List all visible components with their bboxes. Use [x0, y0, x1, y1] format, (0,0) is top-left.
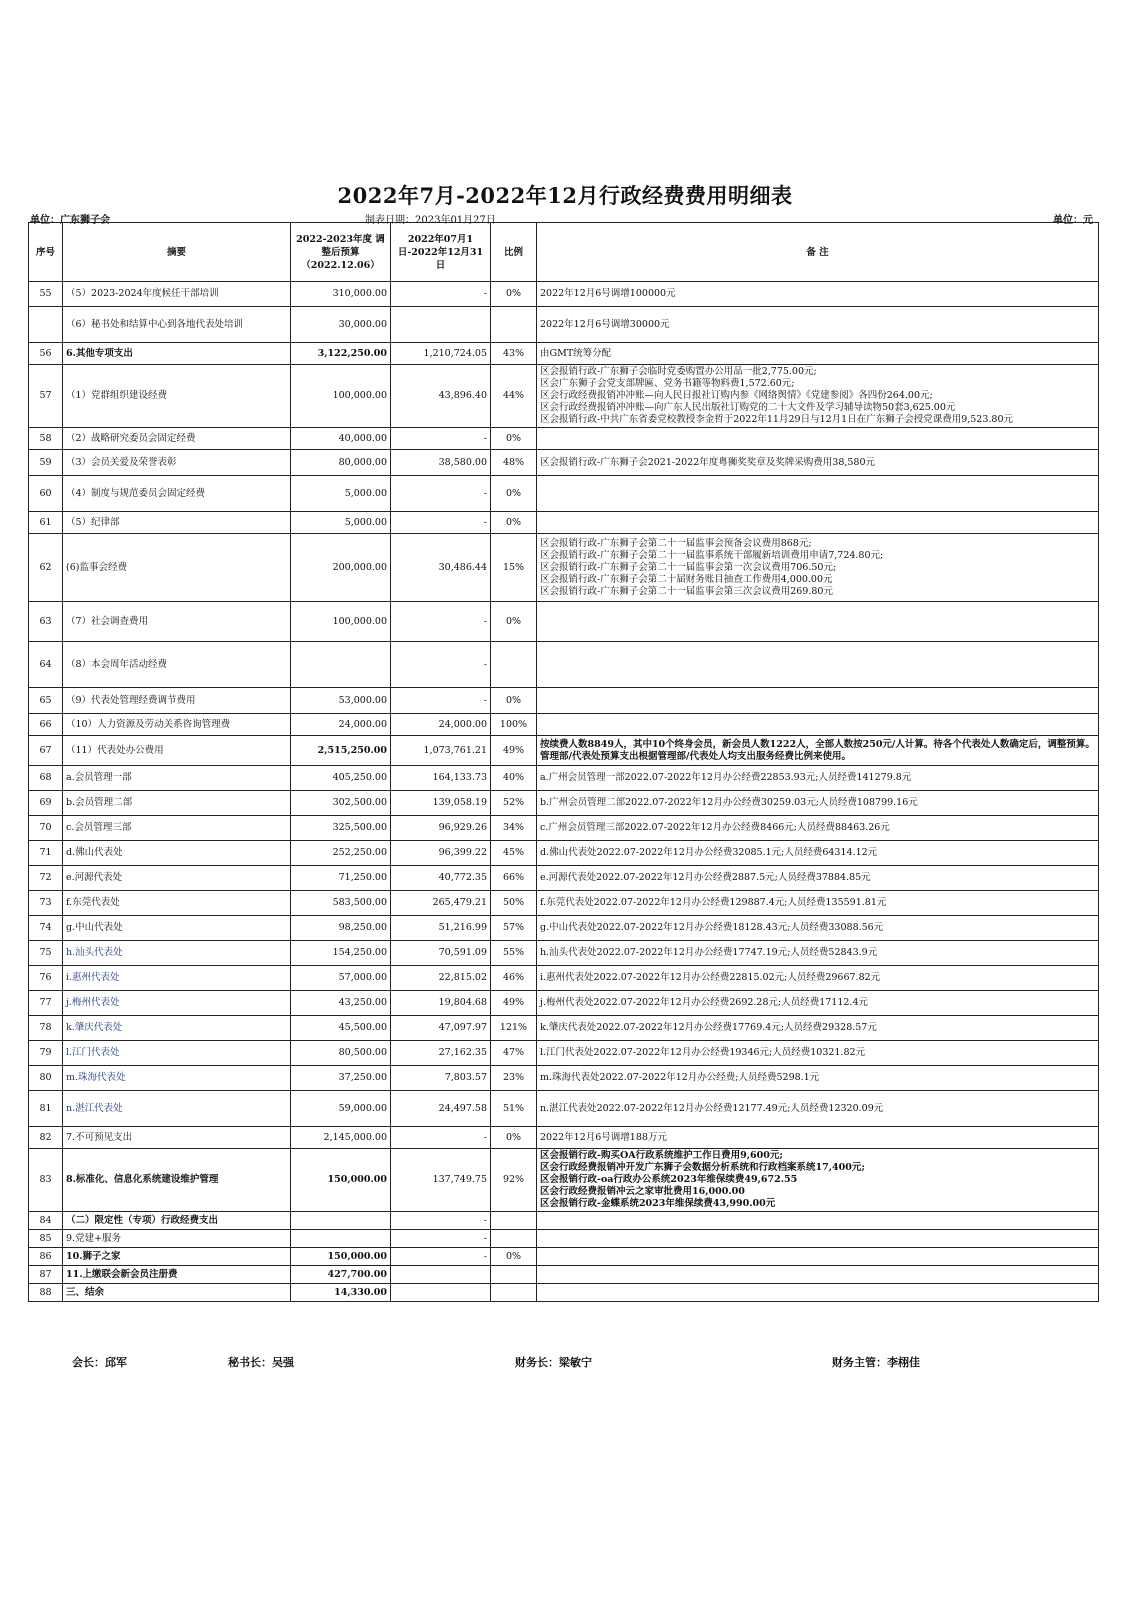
table-row: [29, 916, 1099, 941]
row-number-cell: 67: [29, 736, 63, 766]
note-cell: [537, 1266, 1099, 1284]
row-number-cell: 77: [29, 991, 63, 1016]
row-number-cell: 88: [29, 1284, 63, 1302]
row-number-cell: 70: [29, 816, 63, 841]
note-line: 区会行政经费报销冲冲账—向人民日报社订购内参《网络舆情》《党建参阅》各四份264.00元;: [540, 390, 933, 401]
row-number-cell: 61: [29, 512, 63, 534]
table-row: [29, 1248, 1099, 1266]
header-summary: 摘要: [63, 223, 291, 282]
ratio-cell: 0%: [491, 1248, 537, 1266]
table-row: [29, 450, 1099, 476]
note-line: 区会报销行政-购买OA行政系统维护工作日费用9,600元;: [540, 1150, 783, 1161]
budget-cell: 325,500.00: [291, 816, 391, 841]
spent-cell: 265,479.21: [391, 891, 491, 916]
row-number-cell: 57: [29, 365, 63, 428]
row-number-cell: 80: [29, 1066, 63, 1091]
spent-cell: 96,929.26: [391, 816, 491, 841]
summary-cell: h.汕头代表处: [63, 941, 291, 966]
currency-unit-label: 单位：元: [1053, 215, 1093, 226]
note-line: l.江门代表处2022.07-2022年12月办公经费19346元;人员经费10321.82元: [540, 1047, 866, 1058]
budget-cell: [291, 1212, 391, 1230]
budget-cell: 302,500.00: [291, 791, 391, 816]
note-line: 区会广东狮子会党支部牌匾、党务书籍等物料费1,572.60元;: [540, 378, 795, 389]
summary-cell: （4）制度与规范委员会固定经费: [63, 476, 291, 512]
ratio-cell: [491, 642, 537, 688]
budget-cell: 154,250.00: [291, 941, 391, 966]
header-ratio: 比例: [491, 223, 537, 282]
budget-cell: 71,250.00: [291, 866, 391, 891]
budget-cell: 2,145,000.00: [291, 1127, 391, 1149]
summary-cell: d.佛山代表处: [63, 841, 291, 866]
summary-cell: 三、结余: [63, 1284, 291, 1302]
budget-cell: 53,000.00: [291, 688, 391, 714]
note-line: b.广州会员管理二部2022.07-2022年12月办公经费30259.03元;人员经费108799.16元: [540, 797, 918, 808]
budget-cell: 80,000.00: [291, 450, 391, 476]
note-cell: [537, 365, 1099, 428]
spent-cell: 139,058.19: [391, 791, 491, 816]
note-line: i.惠州代表处2022.07-2022年12月办公经费22815.02元;人员经费29667.82元: [540, 972, 881, 983]
budget-cell: 30,000.00: [291, 307, 391, 343]
report-date: 制表日期：2023年01月27日: [365, 215, 496, 226]
spent-cell: 27,162.35: [391, 1041, 491, 1066]
note-line: 区会行政经费报销冲云之家审批费用16,000.00: [540, 1186, 745, 1197]
note-cell: [537, 1041, 1099, 1066]
note-cell: [537, 991, 1099, 1016]
ratio-cell: 43%: [491, 343, 537, 365]
table-row: [29, 1266, 1099, 1284]
spent-cell: -: [391, 428, 491, 450]
table-row: [29, 1066, 1099, 1091]
table-row: [29, 343, 1099, 365]
summary-cell: 6.其他专项支出: [63, 343, 291, 365]
note-line: 区会报销行政-广东狮子会临时党委购置办公用品一批2,775.00元;: [540, 366, 817, 377]
budget-cell: 43,250.00: [291, 991, 391, 1016]
table-row: [29, 714, 1099, 736]
summary-cell: （9）代表处管理经费调节费用: [63, 688, 291, 714]
spent-cell: 1,210,724.05: [391, 343, 491, 365]
row-number-cell: 78: [29, 1016, 63, 1041]
table-row: [29, 1016, 1099, 1041]
summary-cell: （5）2023-2024年度候任干部培训: [63, 282, 291, 307]
note-line: 区会行政经费报销冲冲账—向广东人民出版社订购党的二十大文件及学习辅导读物50套3,625.00元: [540, 402, 956, 413]
spent-cell: [391, 1284, 491, 1302]
row-number-cell: 85: [29, 1230, 63, 1248]
finance-supervisor-signature: 财务主管：李栩佳: [832, 1356, 920, 1369]
summary-cell: g.中山代表处: [63, 916, 291, 941]
row-number-cell: 84: [29, 1212, 63, 1230]
table-row: [29, 688, 1099, 714]
note-line: 区会报销行政-广东狮子会第二十届财务账目抽查工作费用4,000.00元: [540, 573, 833, 585]
note-cell: [537, 1127, 1099, 1149]
note-line: 区会报销行政-广东狮子会第二十一届监事会第三次会议费用269.80元: [540, 585, 833, 597]
table-row: [29, 841, 1099, 866]
budget-cell: 583,500.00: [291, 891, 391, 916]
summary-cell: 10.狮子之家: [63, 1248, 291, 1266]
row-number-cell: 66: [29, 714, 63, 736]
summary-cell: （7）社会调查费用: [63, 602, 291, 642]
summary-cell: （1）党群组织建设经费: [63, 365, 291, 428]
page-title: 2022年7月-2022年12月行政经费费用明细表: [337, 183, 793, 208]
note-cell: [537, 941, 1099, 966]
note-cell: [537, 476, 1099, 512]
row-number-cell: [29, 307, 63, 343]
table-row: [29, 1041, 1099, 1066]
ratio-cell: 0%: [491, 512, 537, 534]
note-line: h.汕头代表处2022.07-2022年12月办公经费17747.19元;人员经费52843.9元: [540, 947, 878, 958]
row-number-cell: 81: [29, 1091, 63, 1127]
note-line: f.东莞代表处2022.07-2022年12月办公经费129887.4元;人员经费135591.81元: [540, 897, 887, 908]
ratio-cell: 0%: [491, 1127, 537, 1149]
ratio-cell: 40%: [491, 766, 537, 791]
note-line: 2022年12月6号调增30000元: [540, 318, 670, 330]
spent-cell: 51,216.99: [391, 916, 491, 941]
note-cell: [537, 1284, 1099, 1302]
row-number-cell: 79: [29, 1041, 63, 1066]
table-row: [29, 1091, 1099, 1127]
summary-cell: 7.不可预见支出: [63, 1127, 291, 1149]
header-spent: 2022年07月1日-2022年12月31日: [391, 223, 491, 282]
row-number-cell: 83: [29, 1149, 63, 1212]
budget-cell: 14,330.00: [291, 1284, 391, 1302]
budget-cell: 45,500.00: [291, 1016, 391, 1041]
budget-cell: 98,250.00: [291, 916, 391, 941]
note-line: k.肇庆代表处2022.07-2022年12月办公经费17769.4元;人员经费29328.57元: [540, 1022, 877, 1033]
note-cell: [537, 966, 1099, 991]
budget-cell: 59,000.00: [291, 1091, 391, 1127]
table-row: [29, 766, 1099, 791]
table-row: [29, 1212, 1099, 1230]
ratio-cell: 121%: [491, 1016, 537, 1041]
spent-cell: 164,133.73: [391, 766, 491, 791]
budget-cell: 5,000.00: [291, 476, 391, 512]
ratio-cell: 57%: [491, 916, 537, 941]
row-number-cell: 69: [29, 791, 63, 816]
table-row: [29, 1149, 1099, 1212]
budget-cell: 200,000.00: [291, 534, 391, 602]
spent-cell: -: [391, 1248, 491, 1266]
org-unit-label: 单位：广东狮子会: [30, 215, 110, 226]
table-row: [29, 941, 1099, 966]
ratio-cell: [491, 1212, 537, 1230]
budget-cell: 427,700.00: [291, 1266, 391, 1284]
ratio-cell: 66%: [491, 866, 537, 891]
note-line: 区会报销行政-广东狮子会第二十一届监事会预备会议费用868元;: [540, 537, 812, 549]
row-number-cell: 60: [29, 476, 63, 512]
spent-cell: 7,803.57: [391, 1066, 491, 1091]
spent-cell: 137,749.75: [391, 1149, 491, 1212]
note-line: j.梅州代表处2022.07-2022年12月办公经费2692.28元;人员经费17112.4元: [540, 997, 868, 1008]
ratio-cell: 34%: [491, 816, 537, 841]
spent-cell: 24,000.00: [391, 714, 491, 736]
note-cell: [537, 602, 1099, 642]
note-cell: [537, 1149, 1099, 1212]
summary-cell: f.东莞代表处: [63, 891, 291, 916]
row-number-cell: 62: [29, 534, 63, 602]
ratio-cell: 44%: [491, 365, 537, 428]
table-row: [29, 791, 1099, 816]
summary-cell: e.河源代表处: [63, 866, 291, 891]
table-row: [29, 966, 1099, 991]
note-cell: [537, 916, 1099, 941]
note-cell: [537, 866, 1099, 891]
budget-cell: 5,000.00: [291, 512, 391, 534]
row-number-cell: 73: [29, 891, 63, 916]
summary-cell: （11）代表处办公费用: [63, 736, 291, 766]
note-line: c.广州会员管理三部2022.07-2022年12月办公经费8466元;人员经费88463.26元: [540, 822, 890, 833]
row-number-cell: 87: [29, 1266, 63, 1284]
summary-cell: （3）会员关爱及荣誉表彰: [63, 450, 291, 476]
note-cell: [537, 736, 1099, 766]
table-row: [29, 736, 1099, 766]
ratio-cell: 55%: [491, 941, 537, 966]
note-cell: [537, 791, 1099, 816]
ratio-cell: 49%: [491, 736, 537, 766]
summary-cell: k.肇庆代表处: [63, 1016, 291, 1041]
summary-cell: 11.上缴联会新会员注册费: [63, 1266, 291, 1284]
note-line: 按续费人数8849人，其中10个终身会员，新会员人数1222人，全部人数按250元/人计算。待各个代表处人数确定后，调整预算。管理部/代表处预算支出根据管理部/代表处人均支出服务经费比例来使用。: [540, 738, 1095, 762]
ratio-cell: 0%: [491, 428, 537, 450]
note-cell: [537, 891, 1099, 916]
row-number-cell: 76: [29, 966, 63, 991]
table-row: [29, 282, 1099, 307]
budget-cell: 150,000.00: [291, 1149, 391, 1212]
ratio-cell: 100%: [491, 714, 537, 736]
spent-cell: -: [391, 688, 491, 714]
table-row: [29, 476, 1099, 512]
note-line: 由GMT统筹分配: [540, 347, 612, 359]
summary-cell: l.江门代表处: [63, 1041, 291, 1066]
expense-table: [28, 222, 1099, 1302]
row-number-cell: 71: [29, 841, 63, 866]
summary-cell: n.湛江代表处: [63, 1091, 291, 1127]
budget-cell: 3,122,250.00: [291, 343, 391, 365]
table-row: [29, 1284, 1099, 1302]
budget-cell: [291, 642, 391, 688]
ratio-cell: 47%: [491, 1041, 537, 1066]
summary-cell: c.会员管理三部: [63, 816, 291, 841]
note-cell: [537, 1230, 1099, 1248]
row-number-cell: 65: [29, 688, 63, 714]
ratio-cell: [491, 1230, 537, 1248]
row-number-cell: 82: [29, 1127, 63, 1149]
ratio-cell: 92%: [491, 1149, 537, 1212]
header-no: 序号: [29, 223, 63, 282]
note-cell: [537, 1212, 1099, 1230]
note-line: m.珠海代表处2022.07-2022年12月办公经费;人员经费5298.1元: [540, 1072, 820, 1083]
note-line: 区会行政经费报销冲开发广东狮子会数据分析系统和行政档案系统17,400元;: [540, 1162, 865, 1173]
table-row: [29, 307, 1099, 343]
summary-cell: （8）本会周年活动经费: [63, 642, 291, 688]
summary-cell: j.梅州代表处: [63, 991, 291, 1016]
budget-cell: 100,000.00: [291, 365, 391, 428]
note-line: d.佛山代表处2022.07-2022年12月办公经费32085.1元;人员经费64314.12元: [540, 847, 878, 858]
spent-cell: -: [391, 282, 491, 307]
row-number-cell: 68: [29, 766, 63, 791]
note-cell: [537, 1248, 1099, 1266]
budget-cell: 405,250.00: [291, 766, 391, 791]
row-number-cell: 55: [29, 282, 63, 307]
summary-cell: （6）秘书处和结算中心到各地代表处培训: [63, 307, 291, 343]
row-number-cell: 72: [29, 866, 63, 891]
finance-head-signature: 财务长：梁敏宁: [515, 1356, 592, 1369]
summary-cell: i.惠州代表处: [63, 966, 291, 991]
note-cell: [537, 282, 1099, 307]
row-number-cell: 86: [29, 1248, 63, 1266]
note-cell: [537, 714, 1099, 736]
summary-cell: a.会员管理一部: [63, 766, 291, 791]
note-line: g.中山代表处2022.07-2022年12月办公经费18128.43元;人员经费33088.56元: [540, 922, 884, 933]
note-line: 区会报销行政-广东狮子会第二十一届监事会第一次会议费用706.50元;: [540, 561, 837, 573]
table-row: [29, 642, 1099, 688]
ratio-cell: 0%: [491, 602, 537, 642]
ratio-cell: 49%: [491, 991, 537, 1016]
summary-cell: （5）纪律部: [63, 512, 291, 534]
table-header-row: [29, 223, 1099, 282]
note-cell: [537, 766, 1099, 791]
table-row: [29, 534, 1099, 602]
budget-cell: 80,500.00: [291, 1041, 391, 1066]
note-line: 2022年12月6号调增188万元: [540, 1131, 667, 1143]
ratio-cell: 48%: [491, 450, 537, 476]
spent-cell: -: [391, 1212, 491, 1230]
spent-cell: -: [391, 1230, 491, 1248]
ratio-cell: 0%: [491, 688, 537, 714]
note-line: 区会报销行政-oa行政办公系统2023年维保续费49,672.55: [540, 1174, 798, 1185]
summary-cell: （2）战略研究委员会固定经费: [63, 428, 291, 450]
ratio-cell: [491, 1266, 537, 1284]
summary-cell: (6)监事会经费: [63, 534, 291, 602]
ratio-cell: 46%: [491, 966, 537, 991]
header-budget: 2022-2023年度 调整后预算（2022.12.06）: [291, 223, 391, 282]
summary-cell: （二）限定性（专项）行政经费支出: [63, 1212, 291, 1230]
spent-cell: 47,097.97: [391, 1016, 491, 1041]
spent-cell: -: [391, 642, 491, 688]
note-cell: [537, 307, 1099, 343]
summary-cell: 8.标准化、信息化系统建设维护管理: [63, 1149, 291, 1212]
table-row: [29, 365, 1099, 428]
budget-cell: 310,000.00: [291, 282, 391, 307]
budget-cell: 100,000.00: [291, 602, 391, 642]
table-row: [29, 991, 1099, 1016]
budget-cell: 40,000.00: [291, 428, 391, 450]
budget-cell: 37,250.00: [291, 1066, 391, 1091]
spent-cell: [391, 1266, 491, 1284]
table-row: [29, 1230, 1099, 1248]
note-cell: [537, 688, 1099, 714]
budget-cell: 150,000.00: [291, 1248, 391, 1266]
president-signature: 会长：邱军: [72, 1356, 127, 1369]
summary-cell: 9.党建+服务: [63, 1230, 291, 1248]
budget-cell: 2,515,250.00: [291, 736, 391, 766]
ratio-cell: 0%: [491, 282, 537, 307]
budget-cell: 57,000.00: [291, 966, 391, 991]
note-cell: [537, 1066, 1099, 1091]
spent-cell: 40,772.35: [391, 866, 491, 891]
ratio-cell: 23%: [491, 1066, 537, 1091]
table-row: [29, 512, 1099, 534]
row-number-cell: 63: [29, 602, 63, 642]
ratio-cell: [491, 307, 537, 343]
spent-cell: 1,073,761.21: [391, 736, 491, 766]
spent-cell: 30,486.44: [391, 534, 491, 602]
note-cell: [537, 1091, 1099, 1127]
table-row: [29, 866, 1099, 891]
table-row: [29, 891, 1099, 916]
spent-cell: 96,399.22: [391, 841, 491, 866]
secretary-signature: 秘书长：吴强: [228, 1356, 294, 1369]
spent-cell: 24,497.58: [391, 1091, 491, 1127]
ratio-cell: [491, 1284, 537, 1302]
note-line: 区会报销行政-金蝶系统2023年维保续费43,990.00元: [540, 1198, 776, 1209]
note-line: e.河源代表处2022.07-2022年12月办公经费2887.5元;人员经费37884.85元: [540, 872, 871, 883]
note-line: 2022年12月6号调增100000元: [540, 288, 676, 299]
budget-cell: 24,000.00: [291, 714, 391, 736]
table-row: [29, 428, 1099, 450]
note-line: 区会报销行政-中共广东省委党校教授李金哲于2022年11月29日与12月1日在广东狮子会授党课费用9,523.80元: [540, 414, 1014, 425]
table-row: [29, 1127, 1099, 1149]
ratio-cell: 15%: [491, 534, 537, 602]
spent-cell: -: [391, 602, 491, 642]
ratio-cell: 0%: [491, 476, 537, 512]
spent-cell: 70,591.09: [391, 941, 491, 966]
spent-cell: [391, 307, 491, 343]
row-number-cell: 58: [29, 428, 63, 450]
note-line: 区会报销行政-广东狮子会第二十一届监事系统干部履新培训费用申请7,724.80元;: [540, 549, 884, 561]
row-number-cell: 75: [29, 941, 63, 966]
spent-cell: 38,580.00: [391, 450, 491, 476]
ratio-cell: 45%: [491, 841, 537, 866]
summary-cell: b.会员管理二部: [63, 791, 291, 816]
table-row: [29, 602, 1099, 642]
note-line: n.湛江代表处2022.07-2022年12月办公经费12177.49元;人员经费12320.09元: [540, 1102, 884, 1114]
header-note: 备 注: [537, 223, 1099, 282]
row-number-cell: 59: [29, 450, 63, 476]
note-cell: [537, 512, 1099, 534]
table-row: [29, 816, 1099, 841]
ratio-cell: 51%: [491, 1091, 537, 1127]
spent-cell: -: [391, 476, 491, 512]
ratio-cell: 52%: [491, 791, 537, 816]
note-cell: [537, 450, 1099, 476]
spent-cell: -: [391, 512, 491, 534]
budget-cell: [291, 1230, 391, 1248]
note-cell: [537, 343, 1099, 365]
spent-cell: 43,896.40: [391, 365, 491, 428]
note-cell: [537, 1016, 1099, 1041]
row-number-cell: 74: [29, 916, 63, 941]
note-cell: [537, 534, 1099, 602]
spent-cell: -: [391, 1127, 491, 1149]
spent-cell: 22,815.02: [391, 966, 491, 991]
note-cell: [537, 816, 1099, 841]
summary-cell: （10）人力资源及劳动关系咨询管理费: [63, 714, 291, 736]
summary-cell: m.珠海代表处: [63, 1066, 291, 1091]
row-number-cell: 64: [29, 642, 63, 688]
note-line: 区会报销行政-广东狮子会2021-2022年度粤狮奖奖章及奖牌采购费用38,580元: [540, 456, 876, 468]
note-cell: [537, 428, 1099, 450]
budget-cell: 252,250.00: [291, 841, 391, 866]
note-line: a.广州会员管理一部2022.07-2022年12月办公经费22853.93元;人员经费141279.8元: [540, 772, 912, 783]
note-cell: [537, 841, 1099, 866]
ratio-cell: 50%: [491, 891, 537, 916]
note-cell: [537, 642, 1099, 688]
spent-cell: 19,804.68: [391, 991, 491, 1016]
row-number-cell: 56: [29, 343, 63, 365]
